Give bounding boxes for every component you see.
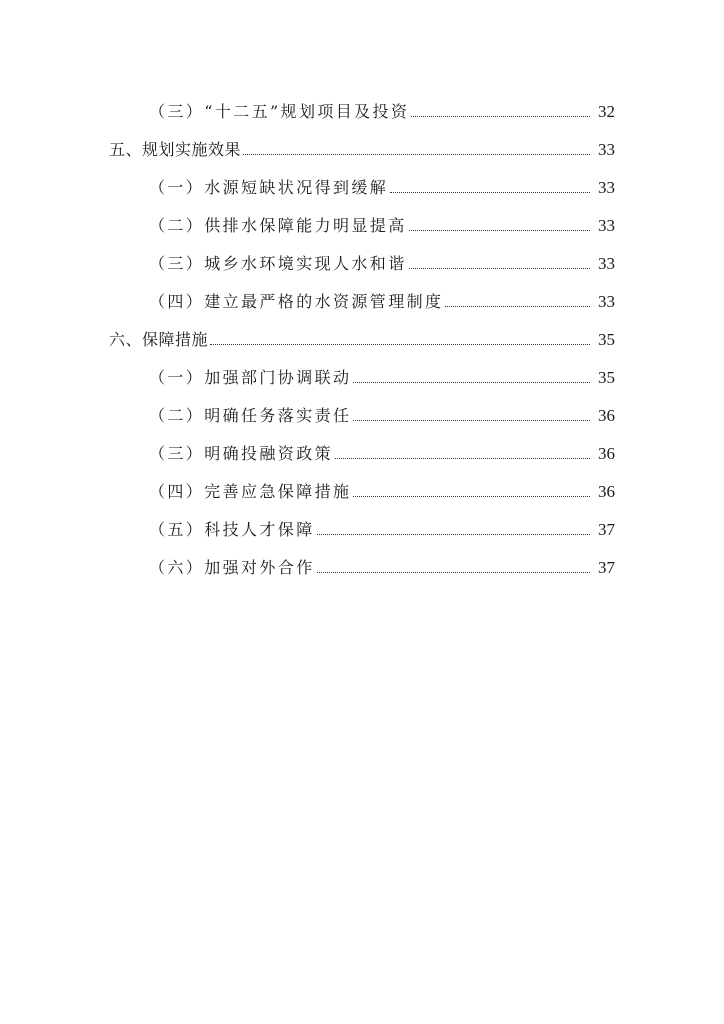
toc-entry-page: 36 <box>598 406 615 425</box>
dot-leader <box>353 420 590 421</box>
dot-leader <box>317 534 590 535</box>
toc-entry[interactable] <box>109 122 615 160</box>
dot-leader <box>353 496 590 497</box>
toc-entry[interactable] <box>109 160 615 198</box>
dot-leader <box>409 230 590 231</box>
toc-entry[interactable] <box>109 198 615 236</box>
toc-entry-page: 35 <box>598 368 615 387</box>
toc-entry-page: 33 <box>598 178 615 197</box>
dot-leader <box>390 192 590 193</box>
toc-entry-page: 35 <box>598 330 615 349</box>
toc-entry[interactable] <box>109 236 615 274</box>
dot-leader <box>317 572 590 573</box>
toc-entry-page: 32 <box>598 102 615 121</box>
toc-entry[interactable] <box>109 426 615 464</box>
dot-leader <box>445 306 590 307</box>
toc-entry-label: （六）加强对外合作 <box>149 558 315 577</box>
toc-entry-page: 36 <box>598 482 615 501</box>
toc-entry[interactable] <box>109 312 615 350</box>
dot-leader <box>243 154 590 155</box>
toc-entry-label: （四）完善应急保障措施 <box>149 482 352 501</box>
toc-entry-label: （一）水源短缺状况得到缓解 <box>149 178 389 197</box>
table-of-contents <box>109 84 615 578</box>
dot-leader <box>210 344 590 345</box>
toc-entry[interactable] <box>109 540 615 578</box>
toc-entry[interactable] <box>109 388 615 426</box>
dot-leader <box>411 116 590 117</box>
toc-entry-label: （四）建立最严格的水资源管理制度 <box>149 292 444 311</box>
dot-leader <box>353 382 590 383</box>
toc-entry-page: 37 <box>598 558 615 577</box>
toc-entry-label: （二）明确任务落实责任 <box>149 406 352 425</box>
toc-entry[interactable] <box>109 350 615 388</box>
toc-entry-label: 六、保障措施 <box>109 330 209 349</box>
toc-entry-page: 33 <box>598 140 615 159</box>
toc-entry-page: 33 <box>598 254 615 273</box>
toc-entry[interactable] <box>109 502 615 540</box>
toc-entry-label: （三）明确投融资政策 <box>149 444 334 463</box>
toc-entry-label: （三）城乡水环境实现人水和谐 <box>149 254 407 273</box>
toc-entry[interactable] <box>109 464 615 502</box>
toc-entry-label: （三）“十二五”规划项目及投资 <box>149 102 410 121</box>
toc-entry[interactable] <box>109 274 615 312</box>
toc-entry-label: （二）供排水保障能力明显提高 <box>149 216 407 235</box>
toc-entry-label: （五）科技人才保障 <box>149 520 315 539</box>
toc-entry-page: 33 <box>598 216 615 235</box>
toc-entry-page: 33 <box>598 292 615 311</box>
toc-entry-page: 37 <box>598 520 615 539</box>
toc-entry-label: 五、规划实施效果 <box>109 140 242 159</box>
toc-entry-page: 36 <box>598 444 615 463</box>
dot-leader <box>409 268 590 269</box>
toc-entry[interactable] <box>109 84 615 122</box>
toc-entry-label: （一）加强部门协调联动 <box>149 368 352 387</box>
dot-leader <box>335 458 590 459</box>
